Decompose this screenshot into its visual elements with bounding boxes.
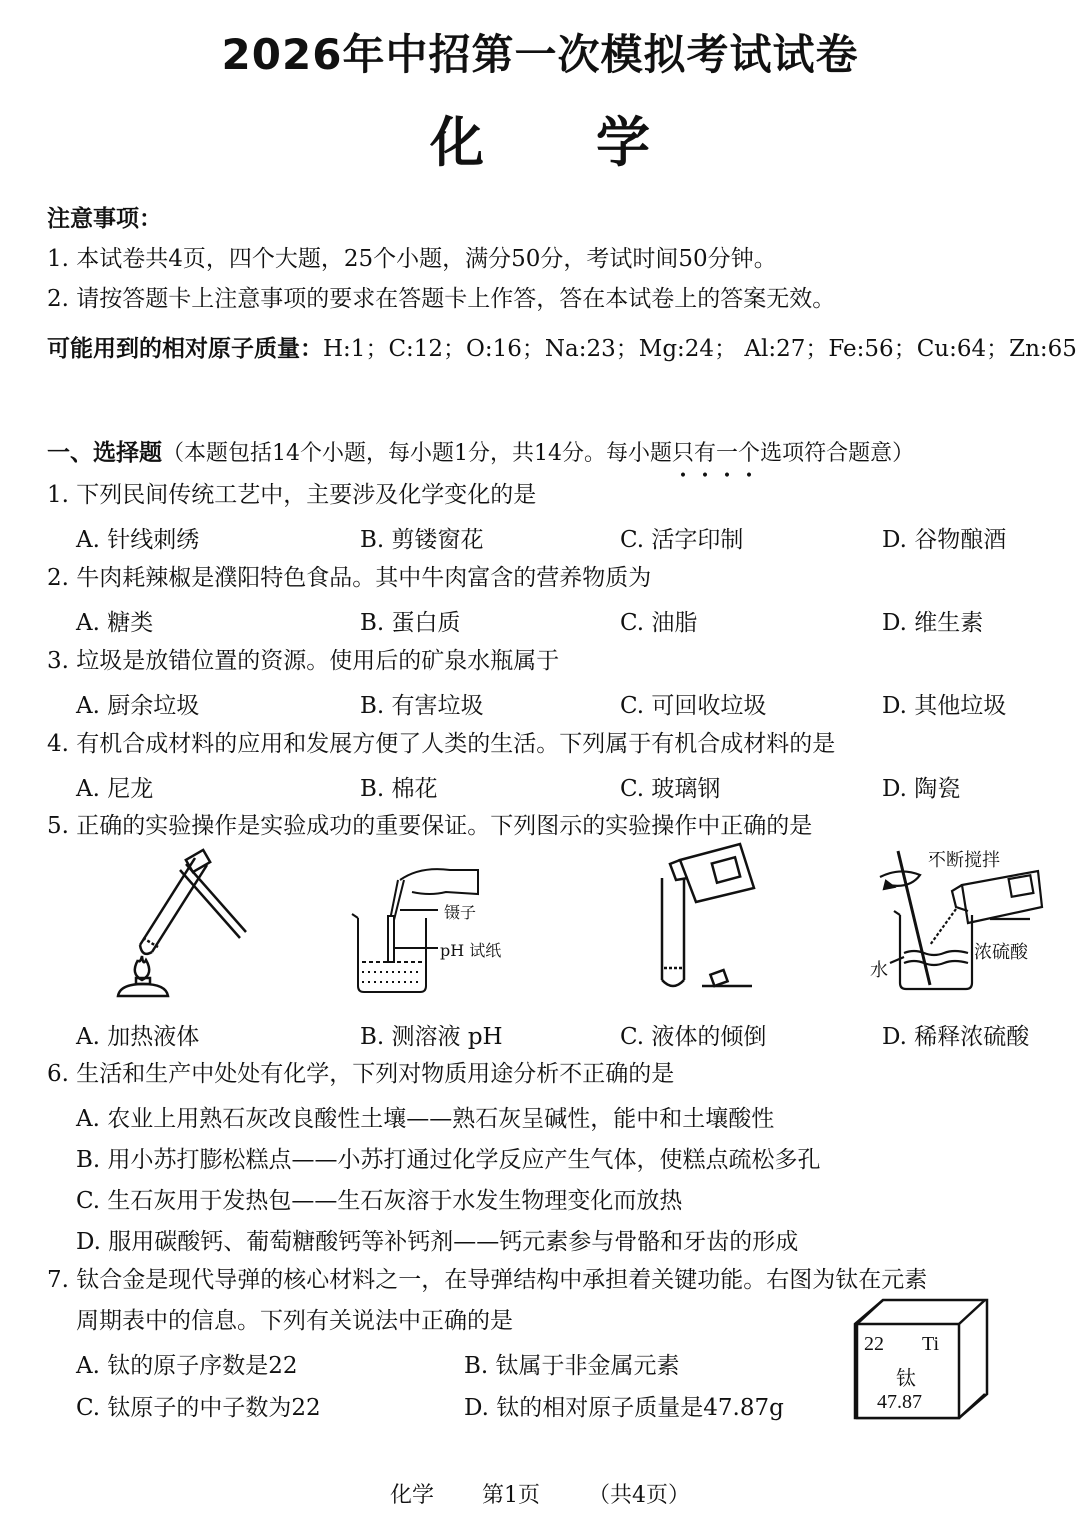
footer-page: 第1页 bbox=[482, 1483, 540, 1508]
option-b: B. 用小苏打膨松糕点——小苏打通过化学反应产生气体，使糕点疏松多孔 bbox=[76, 1147, 821, 1173]
option-c: C. 可回收垃圾 bbox=[620, 693, 767, 719]
option-d: D. 谷物酿酒 bbox=[882, 527, 1007, 553]
subject-char-1: 化 bbox=[430, 111, 484, 174]
exam-title: 2026年中招第一次模拟考试试卷 bbox=[221, 30, 859, 79]
option-b: B. 剪镂窗花 bbox=[360, 527, 484, 553]
option-a: A. 糖类 bbox=[76, 610, 154, 636]
element-name: 钛 bbox=[896, 1366, 916, 1390]
footer-total: （共4页） bbox=[588, 1483, 690, 1508]
option-c: C. 生石灰用于发热包——生石灰溶于水发生物理变化而放热 bbox=[76, 1188, 683, 1214]
page-footer bbox=[0, 1478, 1080, 1509]
subject-title bbox=[0, 100, 1080, 177]
option-c: C. 钛原子的中子数为22 bbox=[76, 1395, 321, 1421]
question-stem-continued: 周期表中的信息。下列有关说法中正确的是 bbox=[76, 1308, 513, 1334]
figure-heating-liquid bbox=[100, 850, 260, 1000]
emph-char: 一 bbox=[716, 441, 739, 466]
question-stem: 4. 有机合成材料的应用和发展方便了人类的生活。下列属于有机合成材料的是 bbox=[47, 731, 836, 757]
option-d: D. 稀释浓硫酸 bbox=[882, 1024, 1030, 1050]
emph-char: 个 bbox=[738, 441, 761, 466]
emph-char: 只 bbox=[672, 441, 695, 466]
option-d: D. 其他垃圾 bbox=[882, 693, 1007, 719]
label-ph-paper: pH 试纸 bbox=[440, 941, 502, 960]
notes-item-1: 1. 本试卷共4页，四个大题，25个小题，满分50分，考试时间50分钟。 bbox=[47, 246, 777, 272]
section-1-desc-a: （本题包括14个小题，每小题1分，共14分。每小题 bbox=[162, 441, 672, 466]
option-a: A. 厨余垃圾 bbox=[76, 693, 200, 719]
element-mass: 47.87 bbox=[877, 1391, 922, 1413]
option-c: C. 活字印制 bbox=[620, 527, 744, 553]
label-tweezers: 镊子 bbox=[444, 903, 477, 922]
section-1-title: 一、选择题 bbox=[47, 440, 162, 466]
option-b: B. 测溶液 pH bbox=[360, 1024, 503, 1050]
option-c: C. 玻璃钢 bbox=[620, 776, 721, 802]
question-stem: 7. 钛合金是现代导弹的核心材料之一，在导弹结构中承担着关键功能。右图为钛在元素 bbox=[47, 1267, 928, 1293]
label-conc-acid: 浓硫酸 bbox=[974, 942, 1028, 963]
notes-heading: 注意事项： bbox=[47, 206, 162, 232]
option-c: C. 油脂 bbox=[620, 610, 698, 636]
section-1-desc-b: 选项符合题意） bbox=[760, 441, 915, 466]
question-stem: 6. 生活和生产中处处有化学，下列对物质用途分析不正确的是 bbox=[47, 1061, 675, 1087]
section-1-heading bbox=[47, 438, 914, 469]
notes-item-2: 2. 请按答题卡上注意事项的要求在答题卡上作答，答在本试卷上的答案无效。 bbox=[47, 286, 836, 312]
option-a: A. 加热液体 bbox=[76, 1024, 200, 1050]
atomic-masses-values: H:1；C:12；O:16；Na:23；Mg:24； Al:27；Fe:56；Cu:64；Zn:65 bbox=[323, 336, 1077, 362]
option-d: D. 陶瓷 bbox=[882, 776, 961, 802]
label-stir: 不断搅拌 bbox=[928, 850, 1000, 871]
figure-pouring-liquid bbox=[640, 840, 770, 995]
subject-char-2: 学 bbox=[596, 111, 650, 174]
option-d: D. 维生素 bbox=[882, 610, 984, 636]
figure-measuring-ph bbox=[350, 850, 480, 1000]
option-c: C. 液体的倾倒 bbox=[620, 1024, 767, 1050]
question-stem: 3. 垃圾是放错位置的资源。使用后的矿泉水瓶属于 bbox=[47, 648, 560, 674]
option-a: A. 钛的原子序数是22 bbox=[76, 1353, 298, 1379]
label-water: 水 bbox=[870, 960, 888, 981]
footer-subject: 化学 bbox=[389, 1483, 434, 1508]
element-symbol: Ti bbox=[922, 1333, 940, 1355]
option-b: B. 有害垃圾 bbox=[360, 693, 484, 719]
element-number: 22 bbox=[864, 1333, 884, 1355]
option-b: B. 棉花 bbox=[360, 776, 438, 802]
option-d: D. 钛的相对原子质量是47.87g bbox=[464, 1395, 784, 1421]
option-a: A. 针线刺绣 bbox=[76, 527, 200, 553]
question-stem: 2. 牛肉耗辣椒是濮阳特色食品。其中牛肉富含的营养物质为 bbox=[47, 565, 652, 591]
option-b: B. 蛋白质 bbox=[360, 610, 461, 636]
question-stem: 5. 正确的实验操作是实验成功的重要保证。下列图示的实验操作中正确的是 bbox=[47, 813, 813, 839]
option-b: B. 钛属于非金属元素 bbox=[464, 1353, 680, 1379]
option-d: D. 服用碳酸钙、葡萄糖酸钙等补钙剂——钙元素参与骨骼和牙齿的形成 bbox=[76, 1229, 799, 1255]
atomic-masses bbox=[47, 334, 1077, 364]
option-a: A. 尼龙 bbox=[76, 776, 154, 802]
emph-char: 有 bbox=[694, 441, 717, 466]
question-stem: 1. 下列民间传统工艺中，主要涉及化学变化的是 bbox=[47, 482, 537, 508]
atomic-masses-label: 可能用到的相对原子质量： bbox=[47, 336, 323, 362]
option-a: A. 农业上用熟石灰改良酸性土壤——熟石灰呈碱性，能中和土壤酸性 bbox=[76, 1106, 775, 1132]
